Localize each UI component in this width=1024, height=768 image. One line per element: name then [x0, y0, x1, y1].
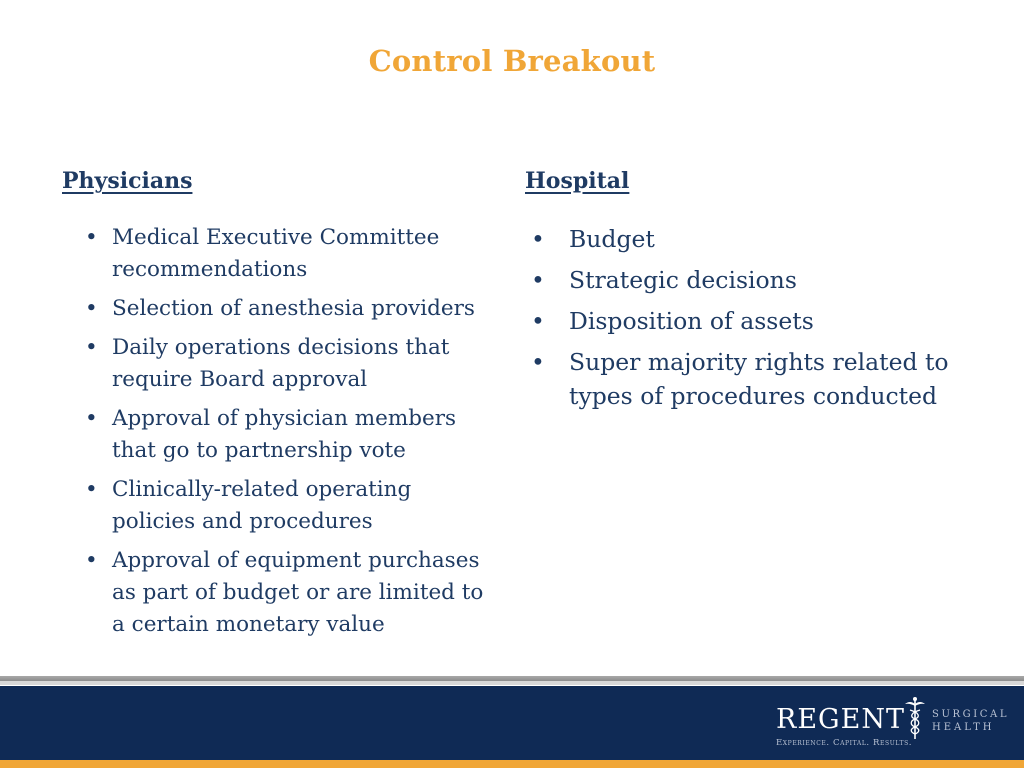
footer-accent-stripe: [0, 760, 1024, 768]
logo-surgical-text: SURGICAL: [932, 709, 1010, 720]
list-item: [531, 304, 961, 338]
logo-health-text: HEALTH: [932, 722, 995, 733]
bullet-icon: •: [531, 225, 545, 253]
physicians-item-text: Selection of anesthesia providers: [112, 296, 475, 321]
slide-title: Control Breakout: [368, 44, 656, 78]
regent-surgical-health-logo: [776, 694, 1010, 754]
list-item: [85, 332, 495, 396]
bullet-icon: •: [531, 266, 545, 294]
list-item: [85, 403, 495, 467]
list-item: [531, 263, 961, 297]
hospital-list: [531, 222, 961, 420]
hospital-item-text: Super majority rights related to types of procedures conducted: [569, 348, 949, 410]
list-item: [85, 222, 495, 286]
bullet-icon: •: [85, 225, 98, 250]
list-item: [85, 545, 495, 641]
hospital-heading: Hospital: [525, 168, 630, 194]
list-item: [531, 345, 961, 413]
bullet-icon: •: [85, 296, 98, 321]
hospital-item-text: Strategic decisions: [569, 266, 797, 294]
bullet-icon: •: [85, 477, 98, 502]
physicians-item-text: Medical Executive Committee recommendations: [112, 225, 440, 282]
physicians-list: [85, 222, 495, 648]
physicians-item-text: Approval of equipment purchases as part of budget or are limited to a certain monetary value: [112, 548, 484, 637]
caduceus-icon: [904, 696, 926, 740]
logo-tagline: Experience. Capital. Results.: [776, 738, 913, 748]
hospital-item-text: Disposition of assets: [569, 307, 814, 335]
footer-divider-light: [0, 681, 1024, 685]
list-item: [85, 474, 495, 538]
physicians-heading: Physicians: [62, 168, 193, 194]
list-item: [531, 222, 961, 256]
physicians-item-text: Daily operations decisions that require Board approval: [112, 335, 450, 392]
physicians-item-text: Approval of physician members that go to partnership vote: [112, 406, 457, 463]
bullet-icon: •: [531, 348, 545, 376]
logo-wordmark: REGENT: [776, 704, 905, 735]
bullet-icon: •: [85, 335, 98, 360]
bullet-icon: •: [85, 406, 98, 431]
bullet-icon: •: [531, 307, 545, 335]
hospital-item-text: Budget: [569, 225, 655, 253]
physicians-item-text: Clinically-related operating policies and procedures: [112, 477, 412, 534]
bullet-icon: •: [85, 548, 98, 573]
list-item: [85, 293, 495, 325]
